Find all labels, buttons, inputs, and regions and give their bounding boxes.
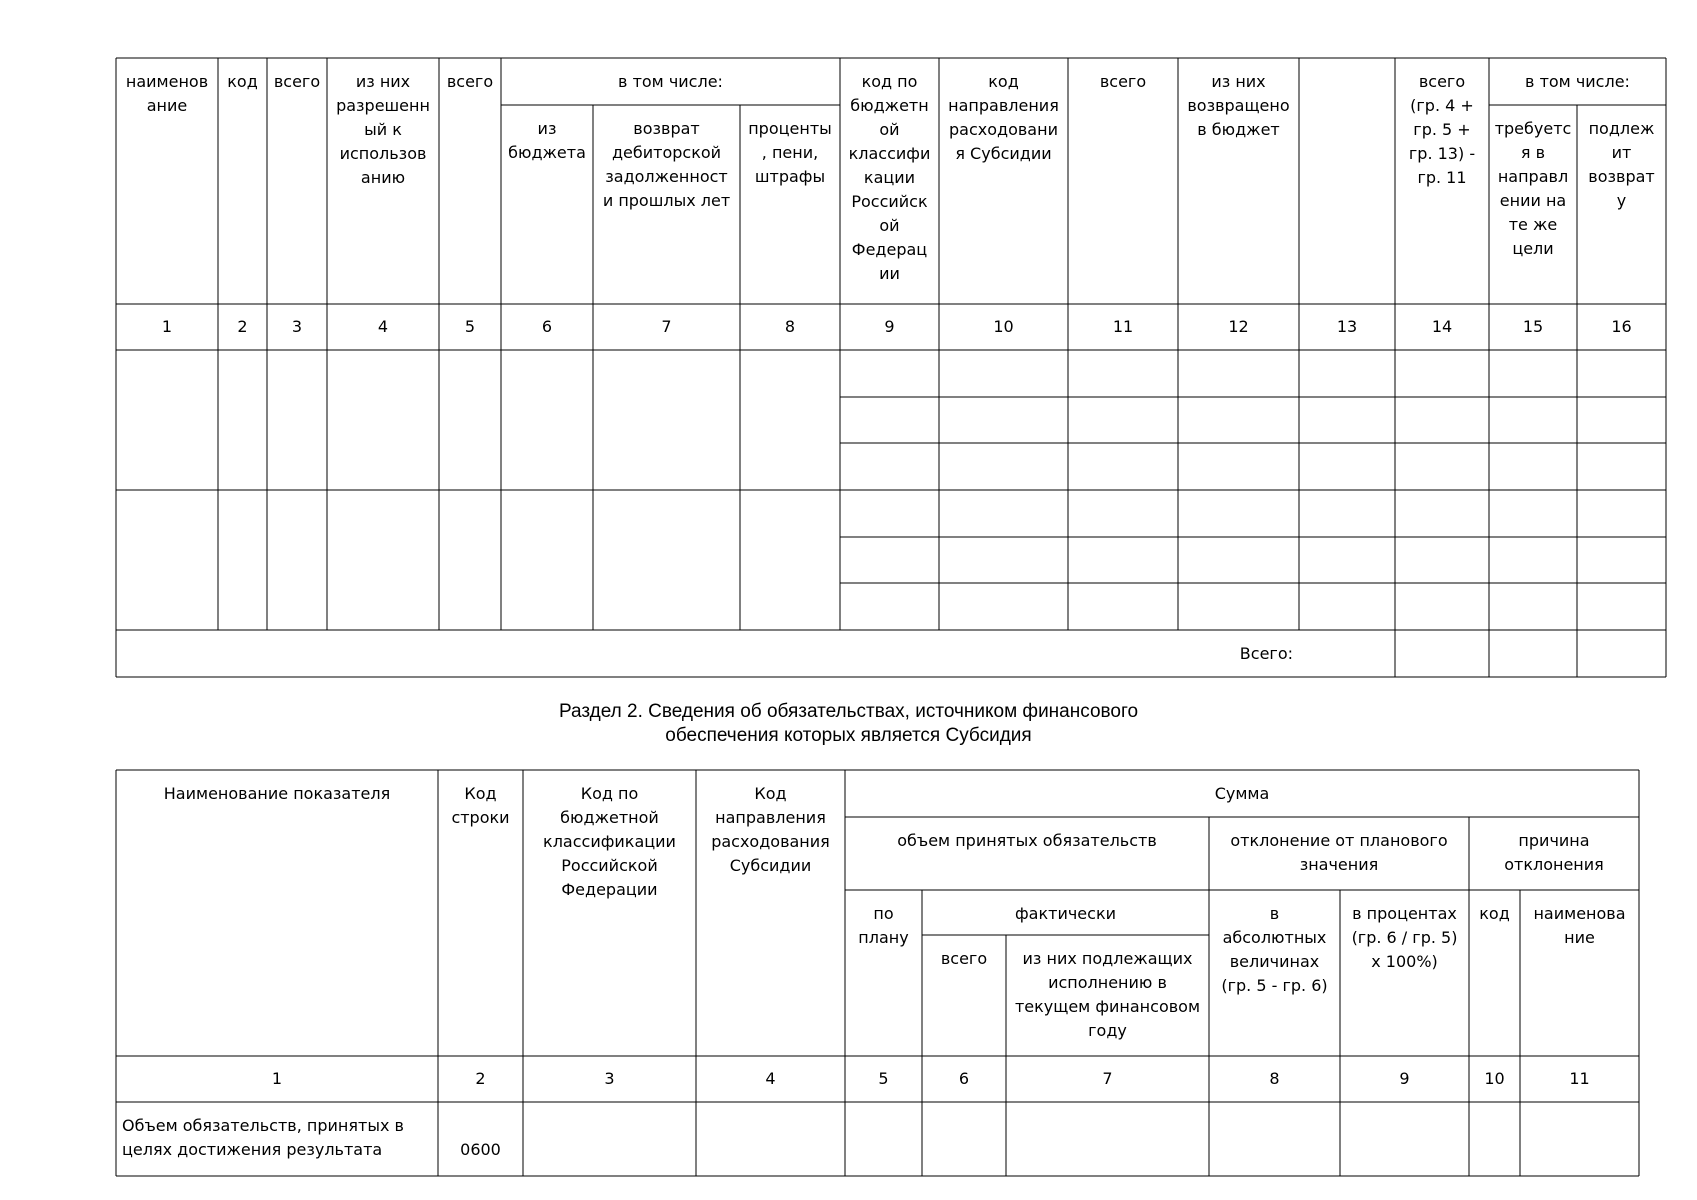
t1-col-number: 14 (1431, 317, 1453, 336)
t1-header-vsego-2: всего (446, 72, 494, 91)
t2-header-kod: код (1479, 904, 1510, 923)
t1-col-number: 12 (1228, 317, 1249, 336)
t2-row-label: Объем обязательств, принятых в целях достижения результата (122, 1116, 404, 1159)
t2-header-otklonenie: отклонение от планового значения (1230, 831, 1448, 874)
t2-col-number: 8 (1269, 1069, 1280, 1088)
t1-col-number: 16 (1611, 317, 1632, 336)
t1-col-number: 9 (884, 317, 895, 336)
t1-header-kod-napravleniya: код направления расходовани я Субсидии (948, 72, 1059, 163)
t1-header-trebuetsya: требуетс я в направл ении на те же цели (1494, 119, 1572, 258)
t2-header-absolyutnyh: в абсолютных величинах (гр. 5 - гр. 6) (1221, 904, 1328, 995)
t1-col-number: 10 (993, 317, 1014, 336)
t1-header-v-tom-chisle-1: в том числе: (618, 72, 723, 91)
t2-header-prichina: причина отклонения (1504, 831, 1604, 874)
t2-row-code: 0600 (460, 1140, 501, 1159)
t2-col-number: 11 (1569, 1069, 1590, 1088)
t2-col-number: 9 (1399, 1069, 1410, 1088)
t2-header-kbk: Код по бюджетной классификации Российской Федерации (543, 784, 676, 899)
t2-header-obem-obyazatelstv: объем принятых обязательств (897, 831, 1157, 850)
t1-col-number: 6 (541, 317, 553, 336)
t1-col-number: 3 (291, 317, 303, 336)
t2-col-number: 3 (604, 1069, 615, 1088)
section2-title-line2: обеспечения которых является Субсидия (665, 725, 1032, 746)
t1-col-number: 4 (377, 317, 389, 336)
t1-header-podlezhit-vozvratu: подлеж ит возврат у (1588, 119, 1655, 210)
t1-col-number: 2 (237, 317, 248, 336)
t1-header-kod: код (227, 72, 258, 91)
t1-header-vozvrashcheno: из них возвращено в бюджет (1187, 72, 1290, 139)
t1-col-number: 1 (161, 317, 173, 336)
t2-header-iz-nih-podlezhashchih: из них подлежащих исполнению в текущем финансовом году (1014, 949, 1201, 1040)
t2-header-kod-napravleniya: Код направления расходования Субсидии (711, 784, 830, 875)
section2-title-line1: Раздел 2. Сведения об обязательствах, источником финансового (558, 701, 1139, 722)
t1-header-procenty: проценты , пени, штрафы (748, 119, 832, 186)
t1-col-number: 8 (784, 317, 796, 336)
t1-header-vsego-formula: всего (гр. 4 + гр. 5 + гр. 13) - гр. 11 (1408, 72, 1476, 187)
t2-col-number: 5 (878, 1069, 889, 1088)
t1-col-number: 11 (1112, 317, 1134, 336)
t2-header-summa: Сумма (1214, 784, 1270, 803)
t1-header-vozvrat-debitorskoj: возврат дебиторской задолженност и прошлых лет (602, 119, 731, 210)
t1-header-naimenovanie: наименов ание (125, 72, 209, 115)
t2-header-fakticheski: фактически (1014, 904, 1117, 923)
t1-header-kbk: код по бюджетн ой классифи кации Российск ой Федерац ии (848, 72, 931, 283)
t1-col-number: 5 (464, 317, 476, 336)
t2-header-naimenovanie-pokazatelya: Наименование показателя (163, 784, 391, 803)
t2-header-po-planu: по плану (858, 904, 909, 947)
t1-col-number: 7 (661, 317, 672, 336)
t2-col-number: 6 (958, 1069, 970, 1088)
t2-header-kod-stroki: Код строки (451, 784, 510, 827)
t2-header-procentah: в процентах (гр. 6 / гр. 5) x 100%) (1351, 904, 1458, 971)
t2-col-number: 7 (1102, 1069, 1113, 1088)
t1-header-vsego-1: всего (273, 72, 321, 91)
t1-col-number: 13 (1336, 317, 1358, 336)
t2-col-number: 10 (1484, 1069, 1505, 1088)
t1-header-vsego-3: всего (1099, 72, 1147, 91)
t1-header-iz-byudzheta: из бюджета (508, 119, 586, 162)
t2-col-number: 1 (271, 1069, 283, 1088)
t1-header-iz-nih-razreshennyj: из них разрешенн ый к использов анию (336, 72, 430, 187)
t2-col-number: 4 (765, 1069, 776, 1088)
t2-header-naimenovanie: наименова ние (1533, 904, 1626, 947)
t1-col-number: 15 (1522, 317, 1544, 336)
t2-header-vsego: всего (940, 949, 988, 968)
t1-header-v-tom-chisle-2: в том числе: (1525, 72, 1630, 91)
t2-col-number: 2 (475, 1069, 486, 1088)
t1-total-label: Всего: (1239, 643, 1293, 663)
